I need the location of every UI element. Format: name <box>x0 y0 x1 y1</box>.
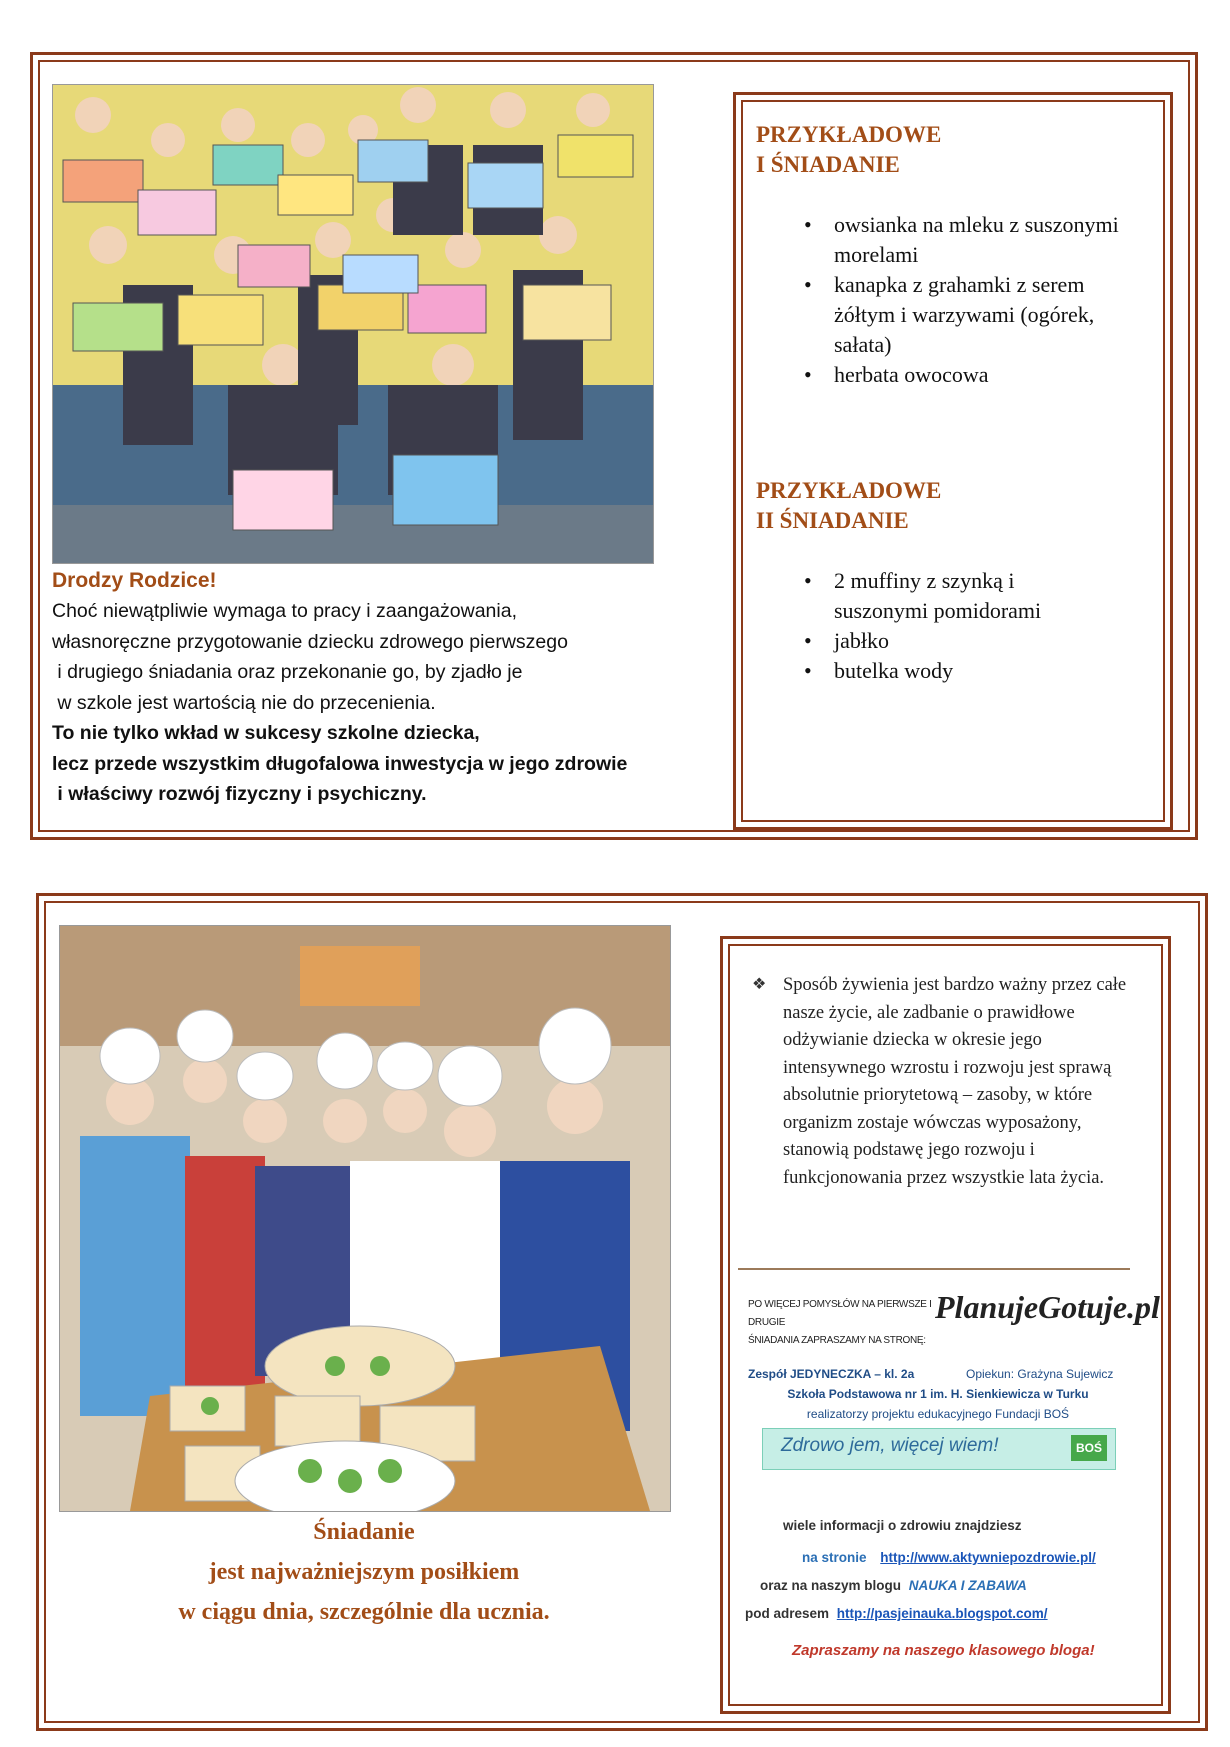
team-name: Zespół JEDYNECZKA – kl. 2a <box>748 1367 915 1381</box>
breakfast-1-item: • owsianka na mleku z suszonymi morelami <box>756 210 1151 270</box>
blog-prefix: oraz na naszym blogu <box>760 1578 902 1593</box>
breakfast-1-title-line1: PRZYKŁADOWE <box>756 122 942 147</box>
more-ideas-line-1: PO WIĘCEJ POMYSŁÓW NA PIERWSZE I DRUGIE <box>748 1299 932 1328</box>
website-link[interactable]: http://www.aktywniepozdrowie.pl/ <box>880 1550 1096 1565</box>
planujegotuje-logo[interactable]: PlanujeGotuje.pl <box>935 1289 1160 1325</box>
address-line <box>745 1606 1048 1621</box>
nutrition-info-text: Sposób żywienia jest bardzo ważny przez całe nasze życie, ale zadbanie o prawidłowe odżywianie dziecka w okresie jego intensywnego wzrostu i rozwoju jest sprawą absolutnie priorytetową – zasoby, w które organizm zostaje wówczas wyposażony, stanowią podstawę jego rozwoju i funkcjonowania przez wszystkie lata życia. <box>783 975 1127 1188</box>
parents-heading: Drodzy Rodzice! <box>52 569 217 592</box>
diamond-bullet-icon: ❖ <box>752 976 767 993</box>
parents-line-3: i drugiego śniadania oraz przekonanie go, by zjadło je <box>52 661 523 683</box>
parents-line-1: Choć niewątpliwie wymaga to pracy i zaangażowania, <box>52 600 517 622</box>
project-info: realizatorzy projektu edukacyjnego Fundacji BOŚ <box>806 1407 1070 1421</box>
parents-line-2: własnoręczne przygotowanie dziecku zdrowego pierwszego <box>52 630 568 653</box>
parents-bold-line-3: i właściwy rozwój fizyczny i psychiczny. <box>52 783 427 805</box>
school-name: Szkoła Podstawowa nr 1 im. H. Sienkiewicza w Turku <box>787 1387 1089 1401</box>
blog-link[interactable]: http://pasjeinauka.blogspot.com/ <box>836 1606 1048 1621</box>
class-drawings-photo <box>52 84 654 564</box>
more-ideas <box>748 1296 948 1350</box>
class-drawings-photo-art <box>53 85 653 563</box>
breakfast-2-item: • jabłko <box>756 626 1086 656</box>
blog-name[interactable]: NAUKA I ZABAWA <box>908 1578 1027 1593</box>
breakfast-2-title-line2: II ŚNIADANIE <box>756 508 909 533</box>
team-info <box>748 1364 1128 1424</box>
on-page-label: na stronie <box>802 1550 867 1565</box>
breakfast-1-item: • herbata owocowa <box>756 360 1151 390</box>
kids-cooking-photo-art <box>60 926 670 1511</box>
breakfast-1-section <box>756 120 1156 390</box>
banner-text: Zdrowo jem, więcej wiem! <box>781 1435 999 1456</box>
caption-line-3: w ciągu dnia, szczególnie dla ucznia. <box>178 1599 550 1625</box>
breakfast-2-list <box>756 566 1086 686</box>
parents-line-4: w szkole jest wartością nie do przecenienia. <box>52 691 436 714</box>
breakfast-2-title-line1: PRZYKŁADOWE <box>756 478 942 503</box>
parents-bold-line-2: lecz przede wszystkim długofalowa inwestycja w jego zdrowie <box>52 752 628 775</box>
info-divider <box>738 1268 1130 1270</box>
blog-invite: Zapraszamy na naszego klasowego bloga! <box>792 1642 1095 1659</box>
kids-cooking-photo <box>59 925 671 1512</box>
breakfast-2-item: • 2 muffiny z szynką i suszonymi pomidorami <box>756 566 1086 626</box>
nutrition-info <box>752 972 1134 1192</box>
breakfast-1-title-line2: I ŚNIADANIE <box>756 152 900 177</box>
project-banner <box>762 1428 1116 1470</box>
breakfast-2-section <box>756 476 1156 686</box>
bos-badge: BOŚ <box>1071 1435 1107 1461</box>
blog-line <box>760 1578 1027 1593</box>
caption-line-2: jest najważniejszym posiłkiem <box>208 1559 520 1585</box>
health-info-line: wiele informacji o zdrowiu znajdziesz <box>783 1518 1022 1533</box>
website-line <box>802 1550 1096 1565</box>
more-ideas-line-2: ŚNIADANIA ZAPRASZAMY NA STRONĘ: <box>748 1335 926 1346</box>
address-prefix: pod adresem <box>745 1606 830 1621</box>
caption-line-1: Śniadanie <box>313 1519 415 1545</box>
breakfast-caption <box>59 1512 669 1632</box>
breakfast-2-item: • butelka wody <box>756 656 1086 686</box>
parents-message <box>52 566 692 810</box>
parents-bold-line-1: To nie tylko wkład w sukcesy szkolne dziecka, <box>52 722 480 744</box>
breakfast-1-list <box>756 210 1151 390</box>
guardian-name: Opiekun: Grażyna Sujewicz <box>966 1367 1114 1381</box>
breakfast-1-item: • kanapka z grahamki z serem żółtym i warzywami (ogórek, sałata) <box>756 270 1151 360</box>
